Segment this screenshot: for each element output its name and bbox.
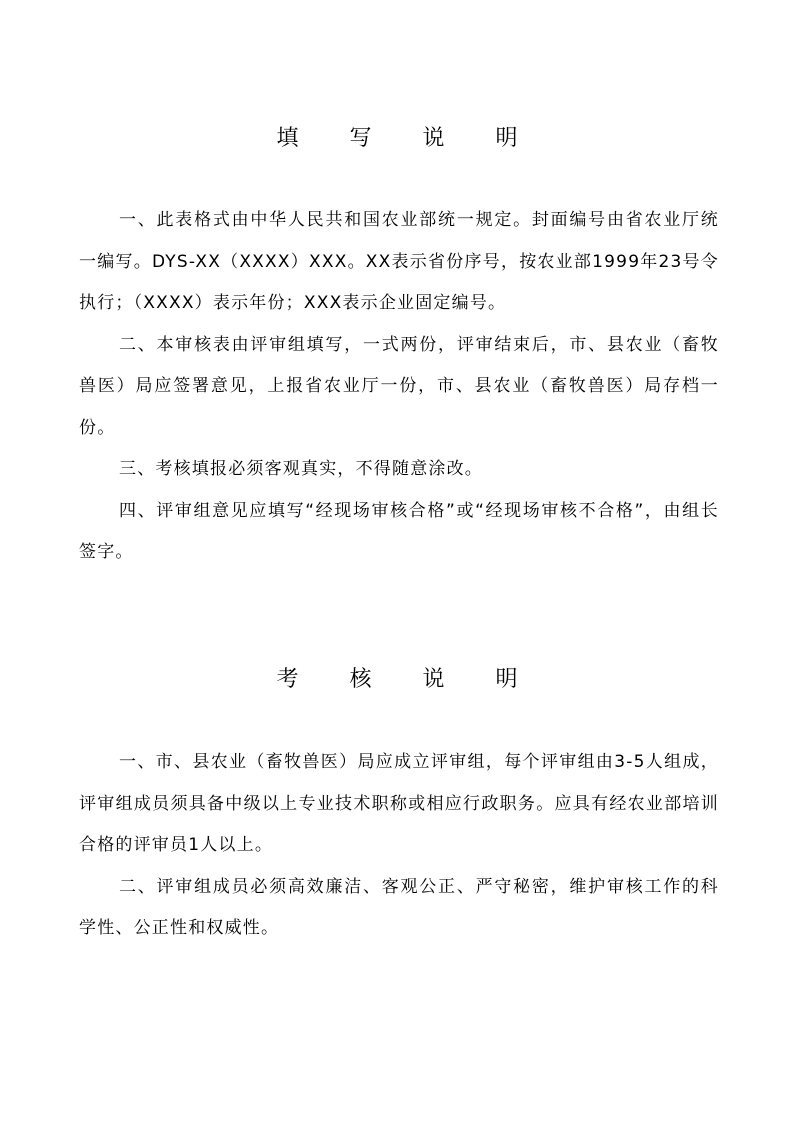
assessment-instructions-paragraph-2: 二、评审组成员必须高效廉洁、客观公正、严守秘密，维护审核工作的科学性、公正性和权威性。 — [79, 876, 719, 938]
fill-instructions-paragraph-1: 一、此表格式由中华人民共和国农业部统一规定。封面编号由省农业厅统一编写。DYS-XX（XXXX）XXX。XX表示省份序号，按农业部1999年23号令执行；（XXXX）表示年份；XXX表示企业固定编号。 — [79, 210, 719, 313]
assessment-instructions-paragraph-1: 一、市、县农业（畜牧兽医）局应成立评审组，每个评审组由3-5人组成，评审组成员须具备中级以上专业技术职称或相应行政职务。应具有经农业部培训合格的评审员1人以上。 — [79, 752, 719, 855]
assessment-instructions-body — [79, 742, 719, 950]
fill-instructions-paragraph-4: 四、评审组意见应填写“经现场审核合格”或“经现场审核不合格”，由组长签字。 — [79, 500, 719, 562]
assessment-instructions-title: 考 核 说 明 — [276, 667, 540, 692]
fill-instructions-body — [79, 200, 719, 574]
fill-instructions-paragraph-2: 二、本审核表由评审组填写，一式两份，评审结束后，市、县农业（畜牧兽医）局应签署意见，上报省农业厅一份，市、县农业（畜牧兽医）局存档一份。 — [79, 334, 719, 438]
fill-instructions-title: 填 写 说 明 — [276, 126, 540, 151]
fill-instructions-paragraph-3: 三、考核填报必须客观真实，不得随意涂改。 — [119, 459, 483, 479]
